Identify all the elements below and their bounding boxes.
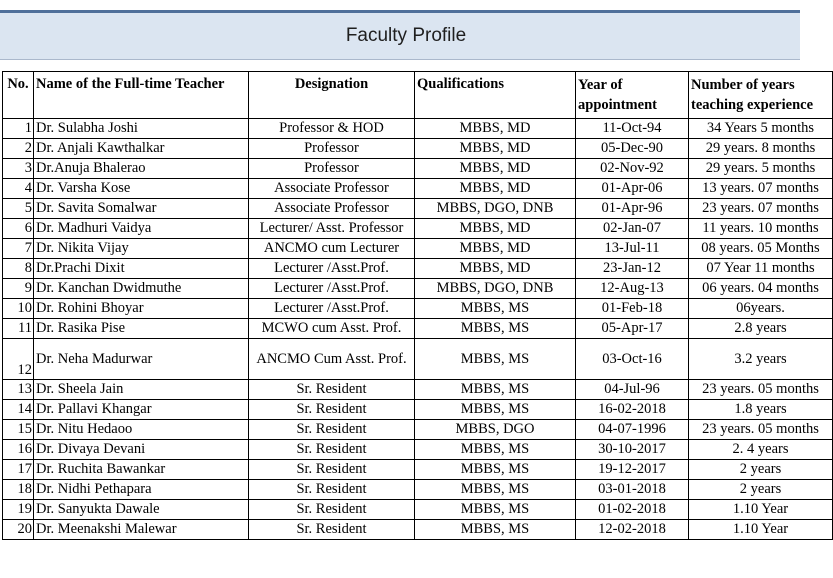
teaching-experience-cell: 29 years. 5 months bbox=[689, 159, 833, 179]
year-of-appointment-cell: 03-01-2018 bbox=[576, 480, 689, 500]
year-of-appointment-cell: 02-Nov-92 bbox=[576, 159, 689, 179]
row-number-cell: 2 bbox=[3, 139, 34, 159]
column-header-qualifications: Qualifications bbox=[415, 72, 576, 119]
qualifications-cell: MBBS, MS bbox=[415, 460, 576, 480]
column-header-designation: Designation bbox=[249, 72, 415, 119]
teaching-experience-cell: 2.8 years bbox=[689, 319, 833, 339]
table-row bbox=[3, 500, 833, 520]
year-of-appointment-cell: 12-Aug-13 bbox=[576, 279, 689, 299]
column-header-year-of-appointment: Year of appointment bbox=[576, 72, 689, 119]
qualifications-cell: MBBS, MS bbox=[415, 440, 576, 460]
faculty-table-container bbox=[2, 71, 820, 571]
qualifications-cell: MBBS, MD bbox=[415, 219, 576, 239]
teacher-name-cell: Dr. Ruchita Bawankar bbox=[34, 460, 249, 480]
year-of-appointment-cell: 01-Apr-96 bbox=[576, 199, 689, 219]
designation-cell: Sr. Resident bbox=[249, 400, 415, 420]
qualifications-cell: MBBS, MS bbox=[415, 500, 576, 520]
qualifications-cell: MBBS, MS bbox=[415, 480, 576, 500]
designation-cell: ANCMO cum Lecturer bbox=[249, 239, 415, 259]
qualifications-cell: MBBS, MD bbox=[415, 139, 576, 159]
year-of-appointment-cell: 12-02-2018 bbox=[576, 520, 689, 540]
row-number-cell: 5 bbox=[3, 199, 34, 219]
year-of-appointment-cell: 05-Dec-90 bbox=[576, 139, 689, 159]
designation-cell: Sr. Resident bbox=[249, 520, 415, 540]
table-header-row bbox=[3, 72, 833, 119]
teaching-experience-cell: 23 years. 05 months bbox=[689, 380, 833, 400]
qualifications-cell: MBBS, MD bbox=[415, 159, 576, 179]
qualifications-cell: MBBS, MS bbox=[415, 520, 576, 540]
qualifications-cell: MBBS, MD bbox=[415, 179, 576, 199]
year-of-appointment-cell: 23-Jan-12 bbox=[576, 259, 689, 279]
teacher-name-cell: Dr. Savita Somalwar bbox=[34, 199, 249, 219]
row-number-cell: 4 bbox=[3, 179, 34, 199]
year-of-appointment-cell: 01-Feb-18 bbox=[576, 299, 689, 319]
year-of-appointment-cell: 01-02-2018 bbox=[576, 500, 689, 520]
table-row bbox=[3, 460, 833, 480]
teaching-experience-cell: 23 years. 07 months bbox=[689, 199, 833, 219]
designation-cell: Lecturer /Asst.Prof. bbox=[249, 259, 415, 279]
qualifications-cell: MBBS, MD bbox=[415, 239, 576, 259]
qualifications-cell: MBBS, MS bbox=[415, 400, 576, 420]
designation-cell: Sr. Resident bbox=[249, 380, 415, 400]
teaching-experience-cell: 2. 4 years bbox=[689, 440, 833, 460]
qualifications-cell: MBBS, MD bbox=[415, 119, 576, 139]
table-row bbox=[3, 199, 833, 219]
row-number-cell: 8 bbox=[3, 259, 34, 279]
year-of-appointment-cell: 16-02-2018 bbox=[576, 400, 689, 420]
qualifications-cell: MBBS, MD bbox=[415, 259, 576, 279]
teacher-name-cell: Dr. Nikita Vijay bbox=[34, 239, 249, 259]
designation-cell: Professor bbox=[249, 159, 415, 179]
designation-cell: Lecturer /Asst.Prof. bbox=[249, 279, 415, 299]
table-body bbox=[3, 119, 833, 540]
row-number-cell: 19 bbox=[3, 500, 34, 520]
page-header-banner bbox=[0, 10, 800, 60]
qualifications-cell: MBBS, DGO, DNB bbox=[415, 279, 576, 299]
designation-cell: Associate Professor bbox=[249, 199, 415, 219]
year-of-appointment-cell: 04-07-1996 bbox=[576, 420, 689, 440]
teacher-name-cell: Dr. Divaya Devani bbox=[34, 440, 249, 460]
designation-cell: Sr. Resident bbox=[249, 420, 415, 440]
table-row bbox=[3, 420, 833, 440]
table-row bbox=[3, 119, 833, 139]
row-number-cell: 18 bbox=[3, 480, 34, 500]
table-row bbox=[3, 520, 833, 540]
table-row bbox=[3, 319, 833, 339]
row-number-cell: 7 bbox=[3, 239, 34, 259]
table-row bbox=[3, 159, 833, 179]
designation-cell: Lecturer/ Asst. Professor bbox=[249, 219, 415, 239]
teacher-name-cell: Dr. Sulabha Joshi bbox=[34, 119, 249, 139]
qualifications-cell: MBBS, MS bbox=[415, 319, 576, 339]
row-number-cell: 1 bbox=[3, 119, 34, 139]
table-row bbox=[3, 400, 833, 420]
teaching-experience-cell: 06 years. 04 months bbox=[689, 279, 833, 299]
teacher-name-cell: Dr. Kanchan Dwidmuthe bbox=[34, 279, 249, 299]
designation-cell: ANCMO Cum Asst. Prof. bbox=[249, 339, 415, 380]
year-of-appointment-cell: 05-Apr-17 bbox=[576, 319, 689, 339]
table-row bbox=[3, 380, 833, 400]
designation-cell: Sr. Resident bbox=[249, 460, 415, 480]
qualifications-cell: MBBS, MS bbox=[415, 380, 576, 400]
year-of-appointment-cell: 13-Jul-11 bbox=[576, 239, 689, 259]
table-row bbox=[3, 440, 833, 460]
teaching-experience-cell: 29 years. 8 months bbox=[689, 139, 833, 159]
table-row bbox=[3, 139, 833, 159]
year-of-appointment-cell: 04-Jul-96 bbox=[576, 380, 689, 400]
teaching-experience-cell: 1.10 Year bbox=[689, 500, 833, 520]
teacher-name-cell: Dr. Rohini Bhoyar bbox=[34, 299, 249, 319]
teacher-name-cell: Dr. Anjali Kawthalkar bbox=[34, 139, 249, 159]
teaching-experience-cell: 06years. bbox=[689, 299, 833, 319]
teaching-experience-cell: 11 years. 10 months bbox=[689, 219, 833, 239]
row-number-cell: 20 bbox=[3, 520, 34, 540]
row-number-cell: 13 bbox=[3, 380, 34, 400]
teaching-experience-cell: 08 years. 05 Months bbox=[689, 239, 833, 259]
designation-cell: Sr. Resident bbox=[249, 480, 415, 500]
table-row bbox=[3, 299, 833, 319]
designation-cell: Associate Professor bbox=[249, 179, 415, 199]
qualifications-cell: MBBS, DGO, DNB bbox=[415, 199, 576, 219]
table-row bbox=[3, 179, 833, 199]
designation-cell: Sr. Resident bbox=[249, 440, 415, 460]
row-number-cell: 6 bbox=[3, 219, 34, 239]
row-number-cell: 15 bbox=[3, 420, 34, 440]
teacher-name-cell: Dr. Sheela Jain bbox=[34, 380, 249, 400]
teacher-name-cell: Dr. Madhuri Vaidya bbox=[34, 219, 249, 239]
table-row bbox=[3, 480, 833, 500]
row-number-cell: 10 bbox=[3, 299, 34, 319]
teacher-name-cell: Dr. Nidhi Pethapara bbox=[34, 480, 249, 500]
year-of-appointment-cell: 03-Oct-16 bbox=[576, 339, 689, 380]
designation-cell: Sr. Resident bbox=[249, 500, 415, 520]
year-of-appointment-cell: 19-12-2017 bbox=[576, 460, 689, 480]
row-number-cell: 12 bbox=[3, 339, 34, 380]
designation-cell: Lecturer /Asst.Prof. bbox=[249, 299, 415, 319]
teaching-experience-cell: 2 years bbox=[689, 460, 833, 480]
row-number-cell: 11 bbox=[3, 319, 34, 339]
teacher-name-cell: Dr. Neha Madurwar bbox=[34, 339, 249, 380]
teaching-experience-cell: 07 Year 11 months bbox=[689, 259, 833, 279]
column-header-name: Name of the Full-time Teacher bbox=[34, 72, 249, 119]
teaching-experience-cell: 2 years bbox=[689, 480, 833, 500]
table-row bbox=[3, 279, 833, 299]
table-row bbox=[3, 339, 833, 380]
teacher-name-cell: Dr. Rasika Pise bbox=[34, 319, 249, 339]
qualifications-cell: MBBS, DGO bbox=[415, 420, 576, 440]
teacher-name-cell: Dr. Sanyukta Dawale bbox=[34, 500, 249, 520]
column-header-no: No. bbox=[3, 72, 34, 119]
row-number-cell: 3 bbox=[3, 159, 34, 179]
teaching-experience-cell: 13 years. 07 months bbox=[689, 179, 833, 199]
table-row bbox=[3, 259, 833, 279]
teacher-name-cell: Dr.Anuja Bhalerao bbox=[34, 159, 249, 179]
teaching-experience-cell: 3.2 years bbox=[689, 339, 833, 380]
teacher-name-cell: Dr.Prachi Dixit bbox=[34, 259, 249, 279]
teacher-name-cell: Dr. Pallavi Khangar bbox=[34, 400, 249, 420]
teaching-experience-cell: 1.10 Year bbox=[689, 520, 833, 540]
qualifications-cell: MBBS, MS bbox=[415, 339, 576, 380]
table-row bbox=[3, 239, 833, 259]
row-number-cell: 14 bbox=[3, 400, 34, 420]
column-header-teaching-experience: Number of years teaching experience bbox=[689, 72, 833, 119]
year-of-appointment-cell: 02-Jan-07 bbox=[576, 219, 689, 239]
year-of-appointment-cell: 30-10-2017 bbox=[576, 440, 689, 460]
year-of-appointment-cell: 01-Apr-06 bbox=[576, 179, 689, 199]
teacher-name-cell: Dr. Nitu Hedaoo bbox=[34, 420, 249, 440]
designation-cell: Professor & HOD bbox=[249, 119, 415, 139]
row-number-cell: 9 bbox=[3, 279, 34, 299]
teaching-experience-cell: 23 years. 05 months bbox=[689, 420, 833, 440]
table-row bbox=[3, 219, 833, 239]
designation-cell: MCWO cum Asst. Prof. bbox=[249, 319, 415, 339]
faculty-table bbox=[2, 71, 833, 540]
teacher-name-cell: Dr. Meenakshi Malewar bbox=[34, 520, 249, 540]
page-title: Faculty Profile bbox=[345, 25, 467, 46]
qualifications-cell: MBBS, MS bbox=[415, 299, 576, 319]
row-number-cell: 17 bbox=[3, 460, 34, 480]
teaching-experience-cell: 34 Years 5 months bbox=[689, 119, 833, 139]
designation-cell: Professor bbox=[249, 139, 415, 159]
year-of-appointment-cell: 11-Oct-94 bbox=[576, 119, 689, 139]
teacher-name-cell: Dr. Varsha Kose bbox=[34, 179, 249, 199]
row-number-cell: 16 bbox=[3, 440, 34, 460]
teaching-experience-cell: 1.8 years bbox=[689, 400, 833, 420]
